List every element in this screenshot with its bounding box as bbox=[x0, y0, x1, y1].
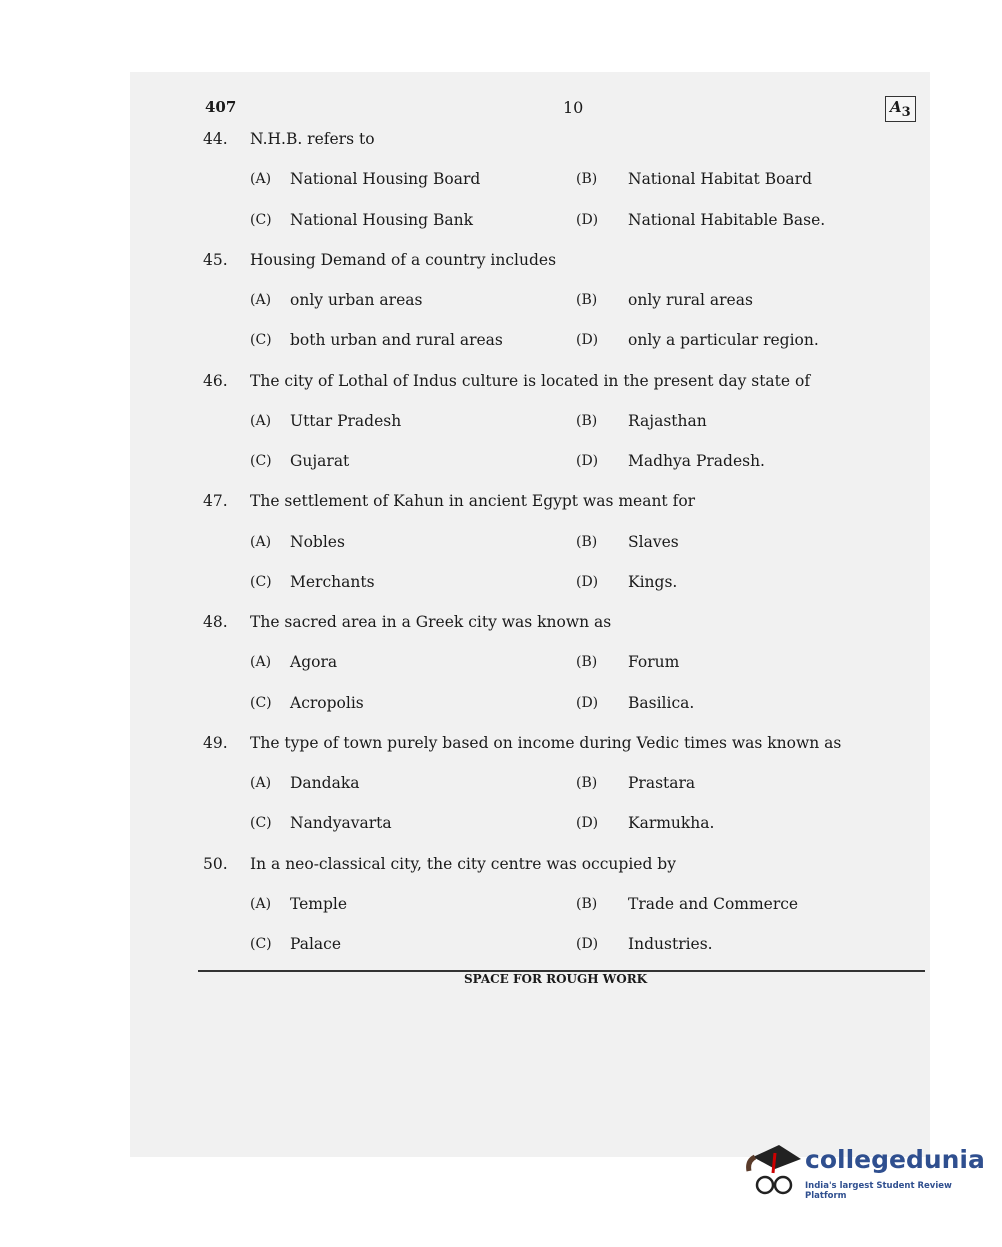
brand-tagline: India's largest Student Review Platform bbox=[805, 1181, 952, 1201]
set-number: 3 bbox=[901, 105, 911, 120]
option-letter: (D) bbox=[576, 332, 599, 349]
option-letter: (C) bbox=[250, 573, 272, 590]
option-row bbox=[203, 200, 903, 240]
option-letter: (A) bbox=[250, 895, 272, 912]
question-text: The type of town purely based on income during Vedic times was known as bbox=[250, 733, 842, 752]
question-number: 46. bbox=[203, 371, 228, 390]
option-text: Trade and Commerce bbox=[628, 894, 799, 913]
option-letter: (B) bbox=[576, 775, 598, 791]
question-number: 45. bbox=[203, 250, 228, 269]
option-row bbox=[203, 683, 903, 723]
option-text: only rural areas bbox=[628, 291, 753, 309]
question-number: 48. bbox=[203, 613, 228, 631]
option-row bbox=[203, 924, 903, 964]
option-text: Madhya Pradesh. bbox=[628, 452, 765, 470]
set-letter: A bbox=[890, 98, 902, 116]
option-text: Dandaka bbox=[290, 774, 360, 792]
option-text: Forum bbox=[628, 653, 680, 672]
question-row bbox=[203, 723, 903, 763]
option-letter: (A) bbox=[250, 171, 272, 188]
question-text: The settlement of Kahun in ancient Egypt was meant for bbox=[250, 492, 696, 511]
question-text: Housing Demand of a country includes bbox=[250, 250, 557, 269]
question-number: 47. bbox=[203, 492, 228, 511]
option-text: Agora bbox=[290, 653, 338, 672]
option-letter: (D) bbox=[576, 694, 599, 711]
option-row bbox=[203, 803, 903, 843]
question-text: The city of Lothal of Indus culture is located in the present day state of bbox=[250, 371, 811, 390]
option-letter: (A) bbox=[250, 775, 272, 791]
option-text: National Habitable Base. bbox=[628, 210, 826, 229]
option-letter: (C) bbox=[250, 211, 272, 228]
option-letter: (B) bbox=[576, 895, 598, 912]
option-text: Slaves bbox=[628, 532, 679, 551]
option-letter: (D) bbox=[576, 573, 599, 590]
question-row bbox=[203, 844, 903, 884]
mascot-icon bbox=[745, 1143, 803, 1203]
option-text: Basilica. bbox=[628, 693, 695, 712]
paper-code: 407 bbox=[205, 98, 237, 116]
option-text: National Housing Board bbox=[290, 170, 481, 189]
question-text: N.H.B. refers to bbox=[250, 130, 375, 148]
option-row bbox=[203, 159, 903, 199]
page-number: 10 bbox=[563, 98, 584, 117]
option-text: Prastara bbox=[628, 774, 696, 792]
option-row bbox=[203, 280, 903, 320]
option-row bbox=[203, 522, 903, 562]
question-number: 50. bbox=[203, 854, 228, 873]
option-letter: (C) bbox=[250, 815, 272, 832]
question-text: The sacred area in a Greek city was known as bbox=[250, 613, 612, 631]
question-number: 44. bbox=[203, 130, 228, 148]
option-row bbox=[203, 401, 903, 441]
option-letter: (B) bbox=[576, 171, 598, 188]
option-text: Gujarat bbox=[290, 452, 350, 470]
option-letter: (D) bbox=[576, 211, 599, 228]
option-text: Uttar Pradesh bbox=[290, 411, 402, 430]
option-text: Kings. bbox=[628, 572, 678, 591]
option-letter: (A) bbox=[250, 533, 272, 550]
rough-work-label: SPACE FOR ROUGH WORK bbox=[464, 972, 648, 986]
option-text: Acropolis bbox=[290, 693, 364, 712]
option-text: only urban areas bbox=[290, 291, 423, 309]
option-row bbox=[203, 642, 903, 682]
option-letter: (B) bbox=[576, 292, 598, 308]
question-text: In a neo-classical city, the city centre was occupied by bbox=[250, 854, 676, 873]
question-list bbox=[203, 119, 903, 964]
option-text: National Habitat Board bbox=[628, 170, 812, 189]
option-letter: (D) bbox=[576, 453, 599, 469]
option-text: Industries. bbox=[628, 935, 713, 953]
option-letter: (D) bbox=[576, 936, 599, 952]
option-text: Rajasthan bbox=[628, 411, 707, 430]
question-row bbox=[203, 602, 903, 642]
option-letter: (C) bbox=[250, 453, 272, 469]
option-letter: (B) bbox=[576, 412, 598, 429]
question-row bbox=[203, 361, 903, 401]
option-letter: (A) bbox=[250, 412, 272, 429]
option-letter: (A) bbox=[250, 292, 272, 308]
question-number: 49. bbox=[203, 733, 228, 752]
option-letter: (C) bbox=[250, 936, 272, 952]
option-text: only a particular region. bbox=[628, 331, 819, 350]
option-row bbox=[203, 884, 903, 924]
brand-name: collegedunia bbox=[805, 1145, 985, 1174]
option-row bbox=[203, 763, 903, 803]
option-text: Nobles bbox=[290, 532, 345, 551]
collegedunia-logo bbox=[745, 1143, 985, 1203]
option-letter: (A) bbox=[250, 654, 272, 671]
question-row bbox=[203, 240, 903, 280]
option-text: Palace bbox=[290, 935, 342, 953]
question-row bbox=[203, 481, 903, 521]
option-text: Nandyavarta bbox=[290, 814, 392, 833]
option-letter: (C) bbox=[250, 694, 272, 711]
option-text: Temple bbox=[290, 894, 348, 913]
option-letter: (C) bbox=[250, 332, 272, 349]
option-text: both urban and rural areas bbox=[290, 331, 503, 350]
option-text: National Housing Bank bbox=[290, 210, 474, 229]
option-row bbox=[203, 441, 903, 481]
option-row bbox=[203, 562, 903, 602]
option-letter: (B) bbox=[576, 654, 598, 671]
option-letter: (B) bbox=[576, 533, 598, 550]
option-row bbox=[203, 320, 903, 360]
option-letter: (D) bbox=[576, 815, 599, 832]
option-text: Karmukha. bbox=[628, 814, 715, 833]
question-row bbox=[203, 119, 903, 159]
option-text: Merchants bbox=[290, 572, 375, 591]
